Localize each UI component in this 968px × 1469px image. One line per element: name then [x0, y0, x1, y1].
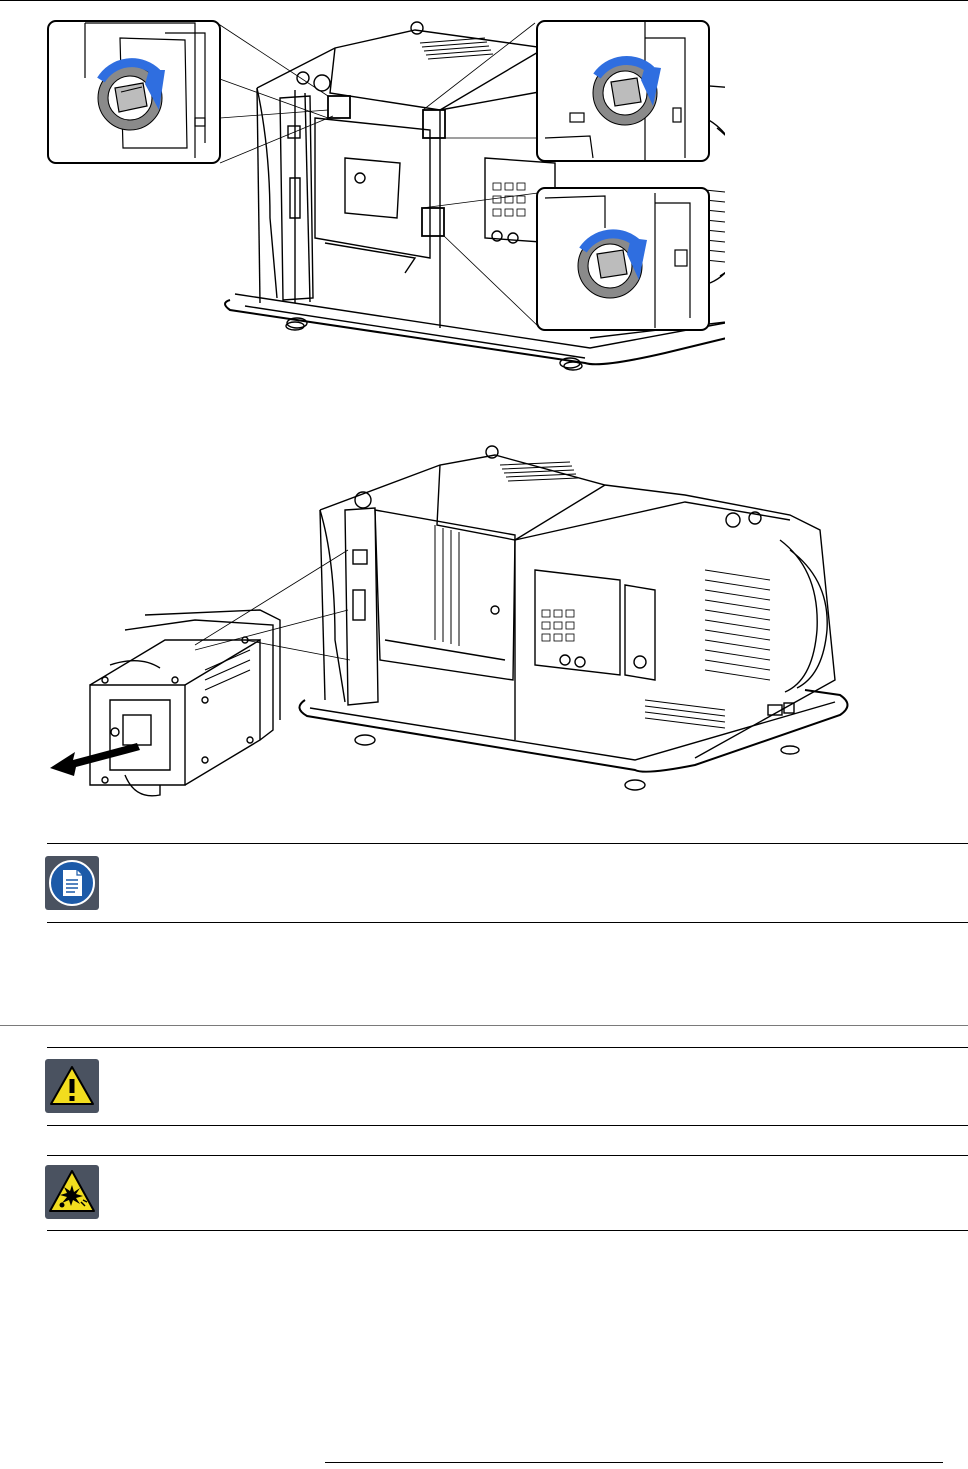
warning-bottom-rule: [47, 1125, 968, 1126]
hazard-top-rule: [47, 1155, 968, 1156]
warning-icon: [45, 1059, 99, 1113]
figure-remove-module: [45, 440, 865, 800]
explosion-hazard-icon: [45, 1165, 99, 1219]
note-top-rule: [47, 843, 968, 844]
note-icon: [45, 856, 99, 910]
light-processor-module: [90, 610, 280, 796]
projector-illustration: [45, 440, 865, 800]
detail-magnifier-icon: [48, 21, 220, 163]
note-bottom-rule: [47, 922, 968, 923]
top-page-rule: [0, 0, 968, 1]
projector-illustration: [45, 18, 725, 374]
section-divider: [0, 1025, 968, 1026]
figure-unlock-screws: [45, 18, 725, 374]
hazard-bottom-rule: [47, 1230, 968, 1231]
footer-rule: [325, 1462, 943, 1463]
warning-top-rule: [47, 1047, 968, 1048]
